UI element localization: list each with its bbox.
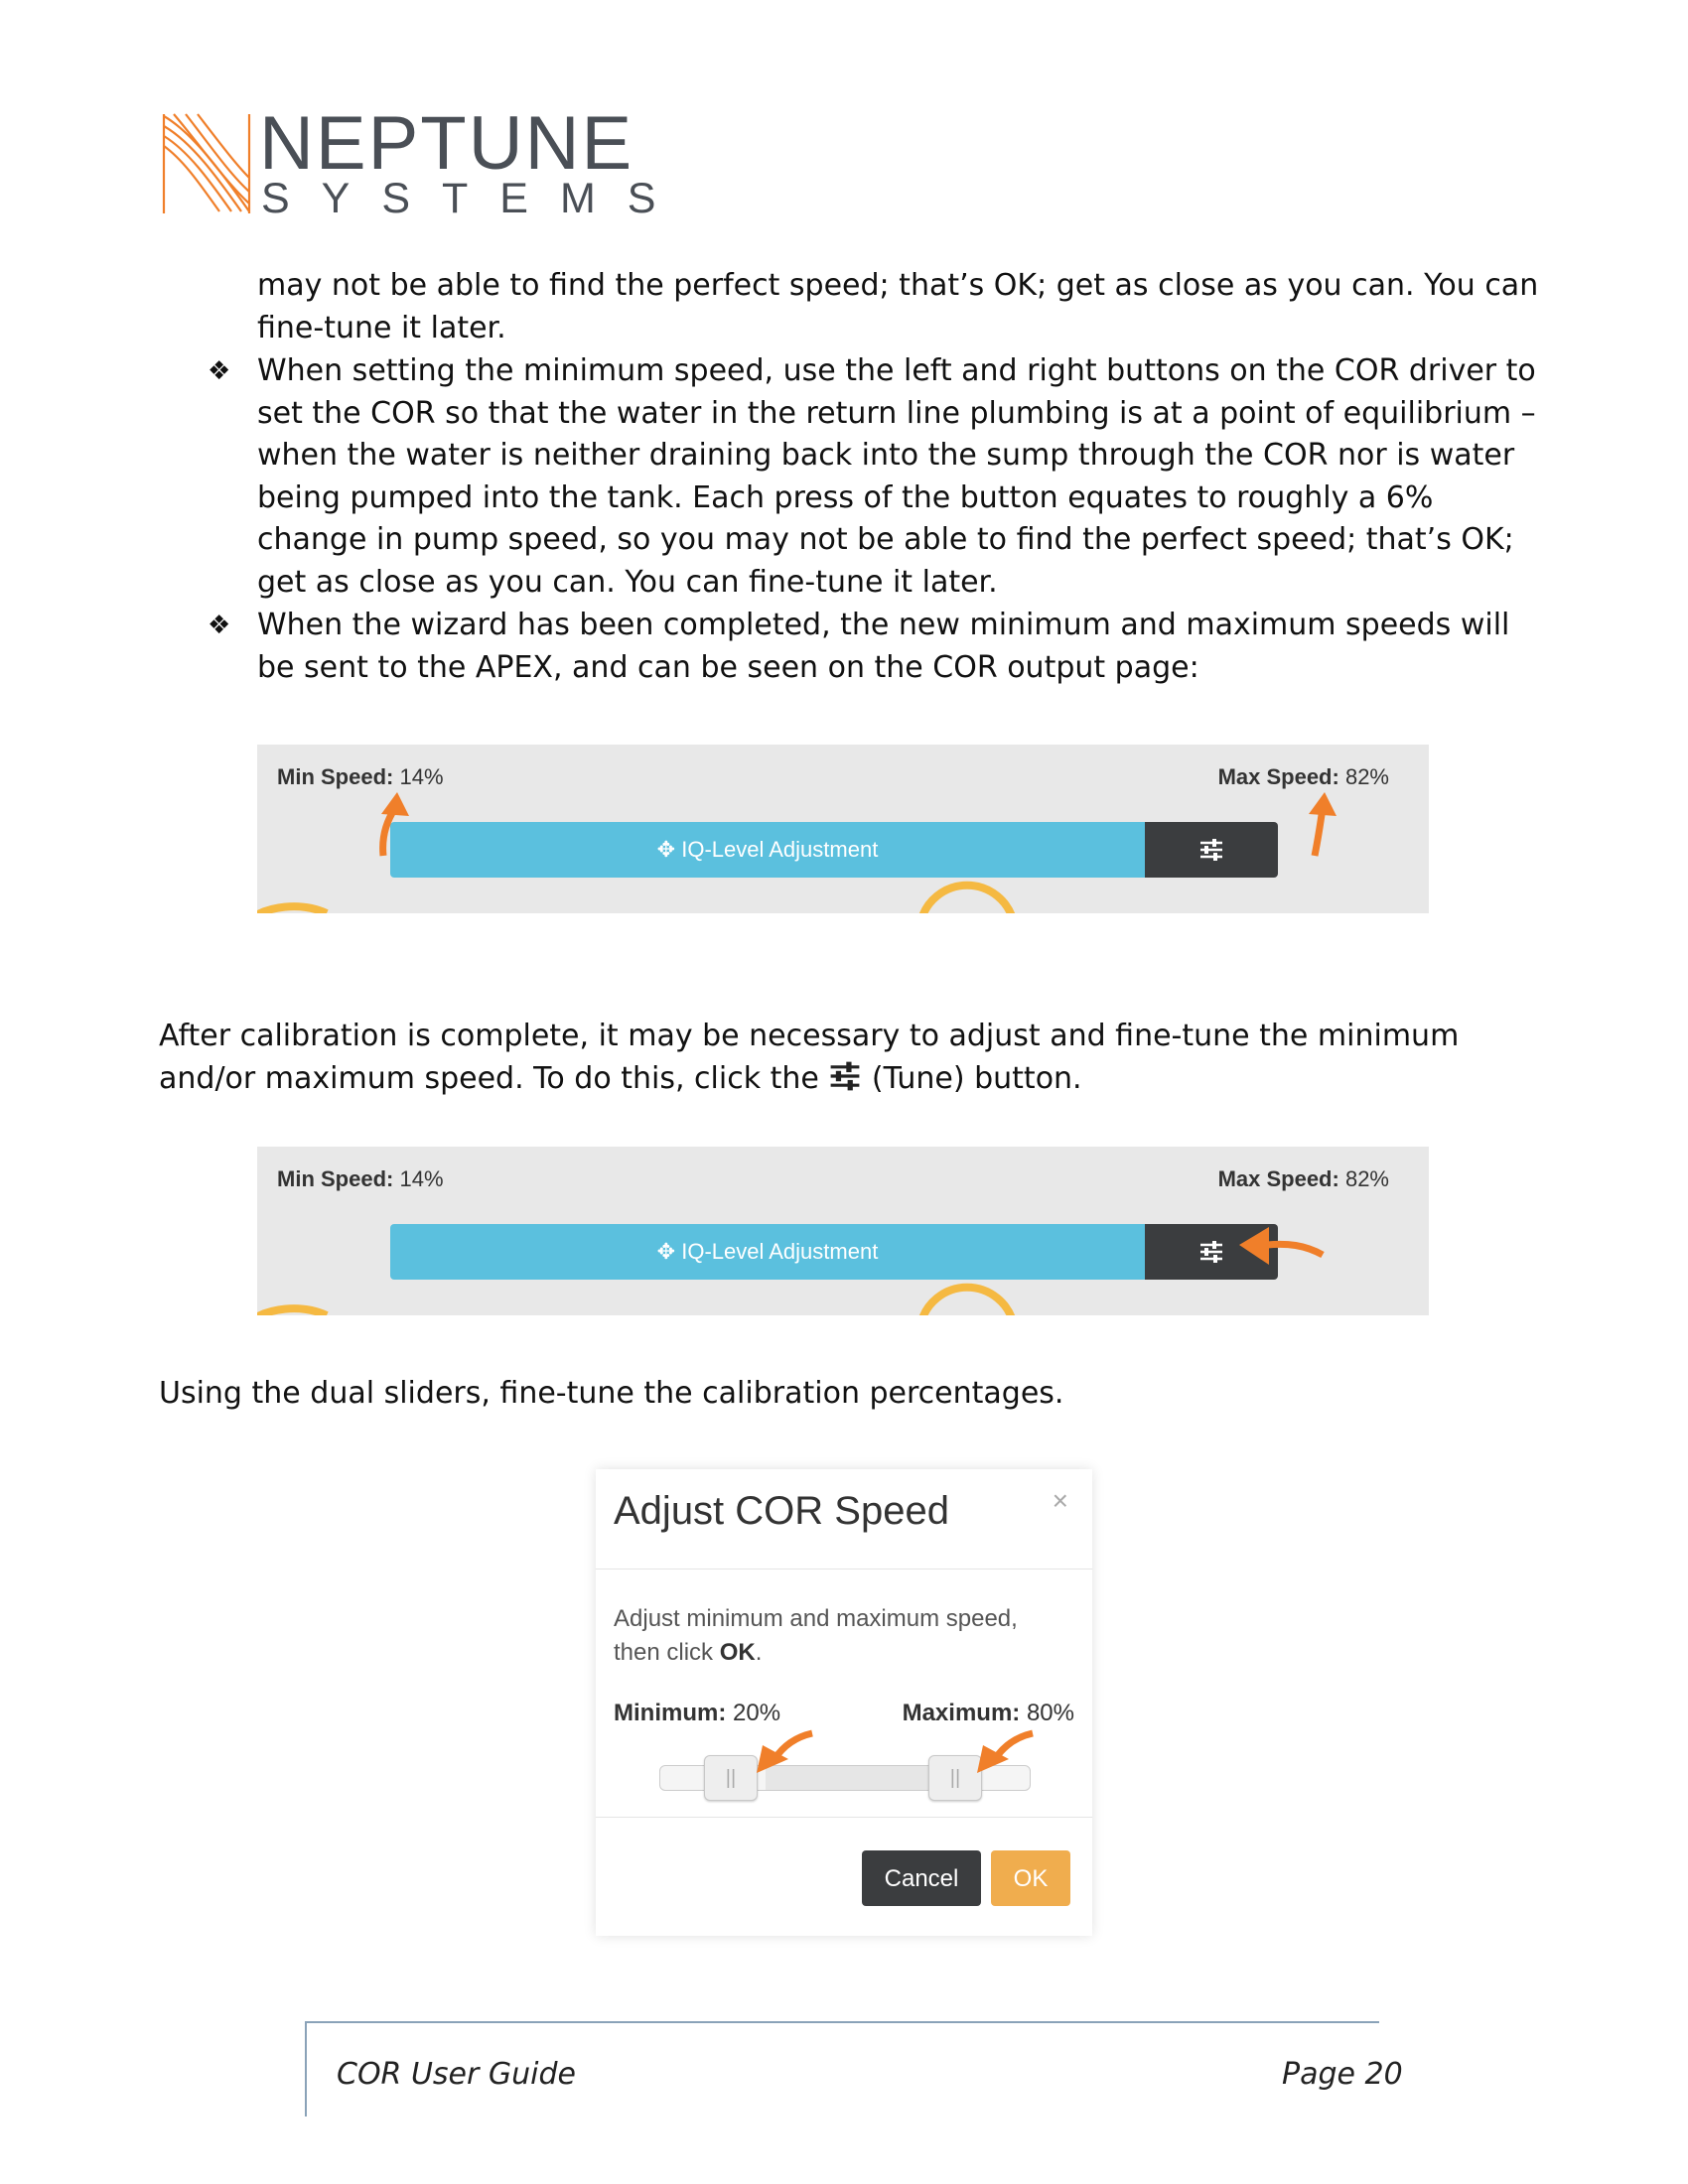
tune-inline-icon [828,1060,862,1092]
iq-level-adjustment-button[interactable]: ✥ IQ-Level Adjustment [390,1224,1145,1280]
continued-paragraph: may not be able to find the perfect speed; that’s OK; get as close as you can. You can fine-tune it later. [257,268,1539,345]
cancel-button[interactable]: Cancel [862,1850,981,1906]
maximum-slider-handle[interactable]: || [928,1755,982,1801]
min-speed-value: 14% [399,1166,444,1191]
arrow-to-maximum-handle-icon [973,1729,1035,1775]
minimum-label: Minimum: 20% [614,1700,781,1726]
arrow-to-max-speed-icon [1301,792,1340,858]
tune-button[interactable] [1145,822,1278,878]
footer-document-title: COR User Guide [337,2057,576,2092]
neptune-logo [162,101,688,222]
max-speed-label: Max Speed: 82% [1217,764,1389,789]
maximum-value: 80% [1026,1700,1074,1726]
bullet-minimum-speed [208,350,1548,605]
min-speed-label: Min Speed: 14% [277,1166,444,1191]
arrow-to-tune-button-icon [1239,1223,1325,1269]
arrow-to-minimum-handle-icon [753,1729,814,1775]
sliders-icon [1198,1240,1224,1264]
bullet-text: When setting the minimum speed, use the left and right buttons on the COR driver to set the COR so that the water in the return line plumbing is at a point of equilibrium – when the water is neither draining back into the sump through the COR nor is water being pumped into the tank. Each press of the button equates to roughly a 6% change in pump speed, so you may not be able to find the perfect speed; that’s OK; get as close as you can. You can fine-tune it later. [257,353,1536,600]
neptune-logo-icon [162,112,253,215]
max-speed-label: Max Speed: 82% [1217,1166,1389,1191]
footer-rule [305,2021,1379,2023]
footer-page-number: Page 20 [1282,2057,1403,2092]
min-speed-label: Min Speed: 14% [277,764,444,789]
after-calibration-paragraph: After calibration is complete, it may be necessary to adjust and fine-tune the minimum and/or maximum speed. To do this, click the (Tune) button. [159,1019,1460,1096]
gauge-arc-decoration [257,1296,347,1315]
minimum-slider-handle[interactable]: || [704,1755,758,1801]
close-icon[interactable]: × [1052,1485,1068,1516]
logo-wordmark: NEPTUNE [259,101,634,186]
logo-subtitle: SYSTEMS [261,175,688,222]
dialog-divider [596,1569,1092,1570]
bullet-mark: ❖ [208,611,231,640]
bullet-text: When the wizard has been completed, the new minimum and maximum speeds will be sent to the APEX, and can be seen on the COR output page: [257,608,1510,685]
gauge-arc-decoration [913,868,1022,913]
bullet-mark: ❖ [208,356,231,386]
maximum-label: Maximum: 80% [902,1700,1074,1726]
gauge-arc-decoration [913,1270,1022,1315]
ok-button[interactable]: OK [991,1850,1070,1906]
max-speed-value: 82% [1344,1166,1389,1191]
using-sliders-paragraph: Using the dual sliders, fine-tune the calibration percentages. [159,1376,1064,1411]
cor-output-panel-screenshot [257,745,1429,913]
minimum-value: 20% [733,1700,781,1726]
arrow-to-min-speed-icon [375,792,415,858]
adjust-cor-speed-dialog [596,1469,1092,1936]
bullet-wizard-complete [208,605,1548,689]
dialog-title: Adjust COR Speed [614,1489,949,1533]
iq-level-adjustment-button[interactable]: ✥ IQ-Level Adjustment [390,822,1145,878]
min-speed-value: 14% [399,764,444,789]
max-speed-value: 82% [1344,764,1389,789]
footer-divider [305,2021,307,2116]
sliders-icon [1198,838,1224,862]
dialog-description: Adjust minimum and maximum speed, then click OK. [614,1605,1018,1666]
gauge-arc-decoration [257,893,347,913]
dialog-divider [596,1817,1092,1818]
